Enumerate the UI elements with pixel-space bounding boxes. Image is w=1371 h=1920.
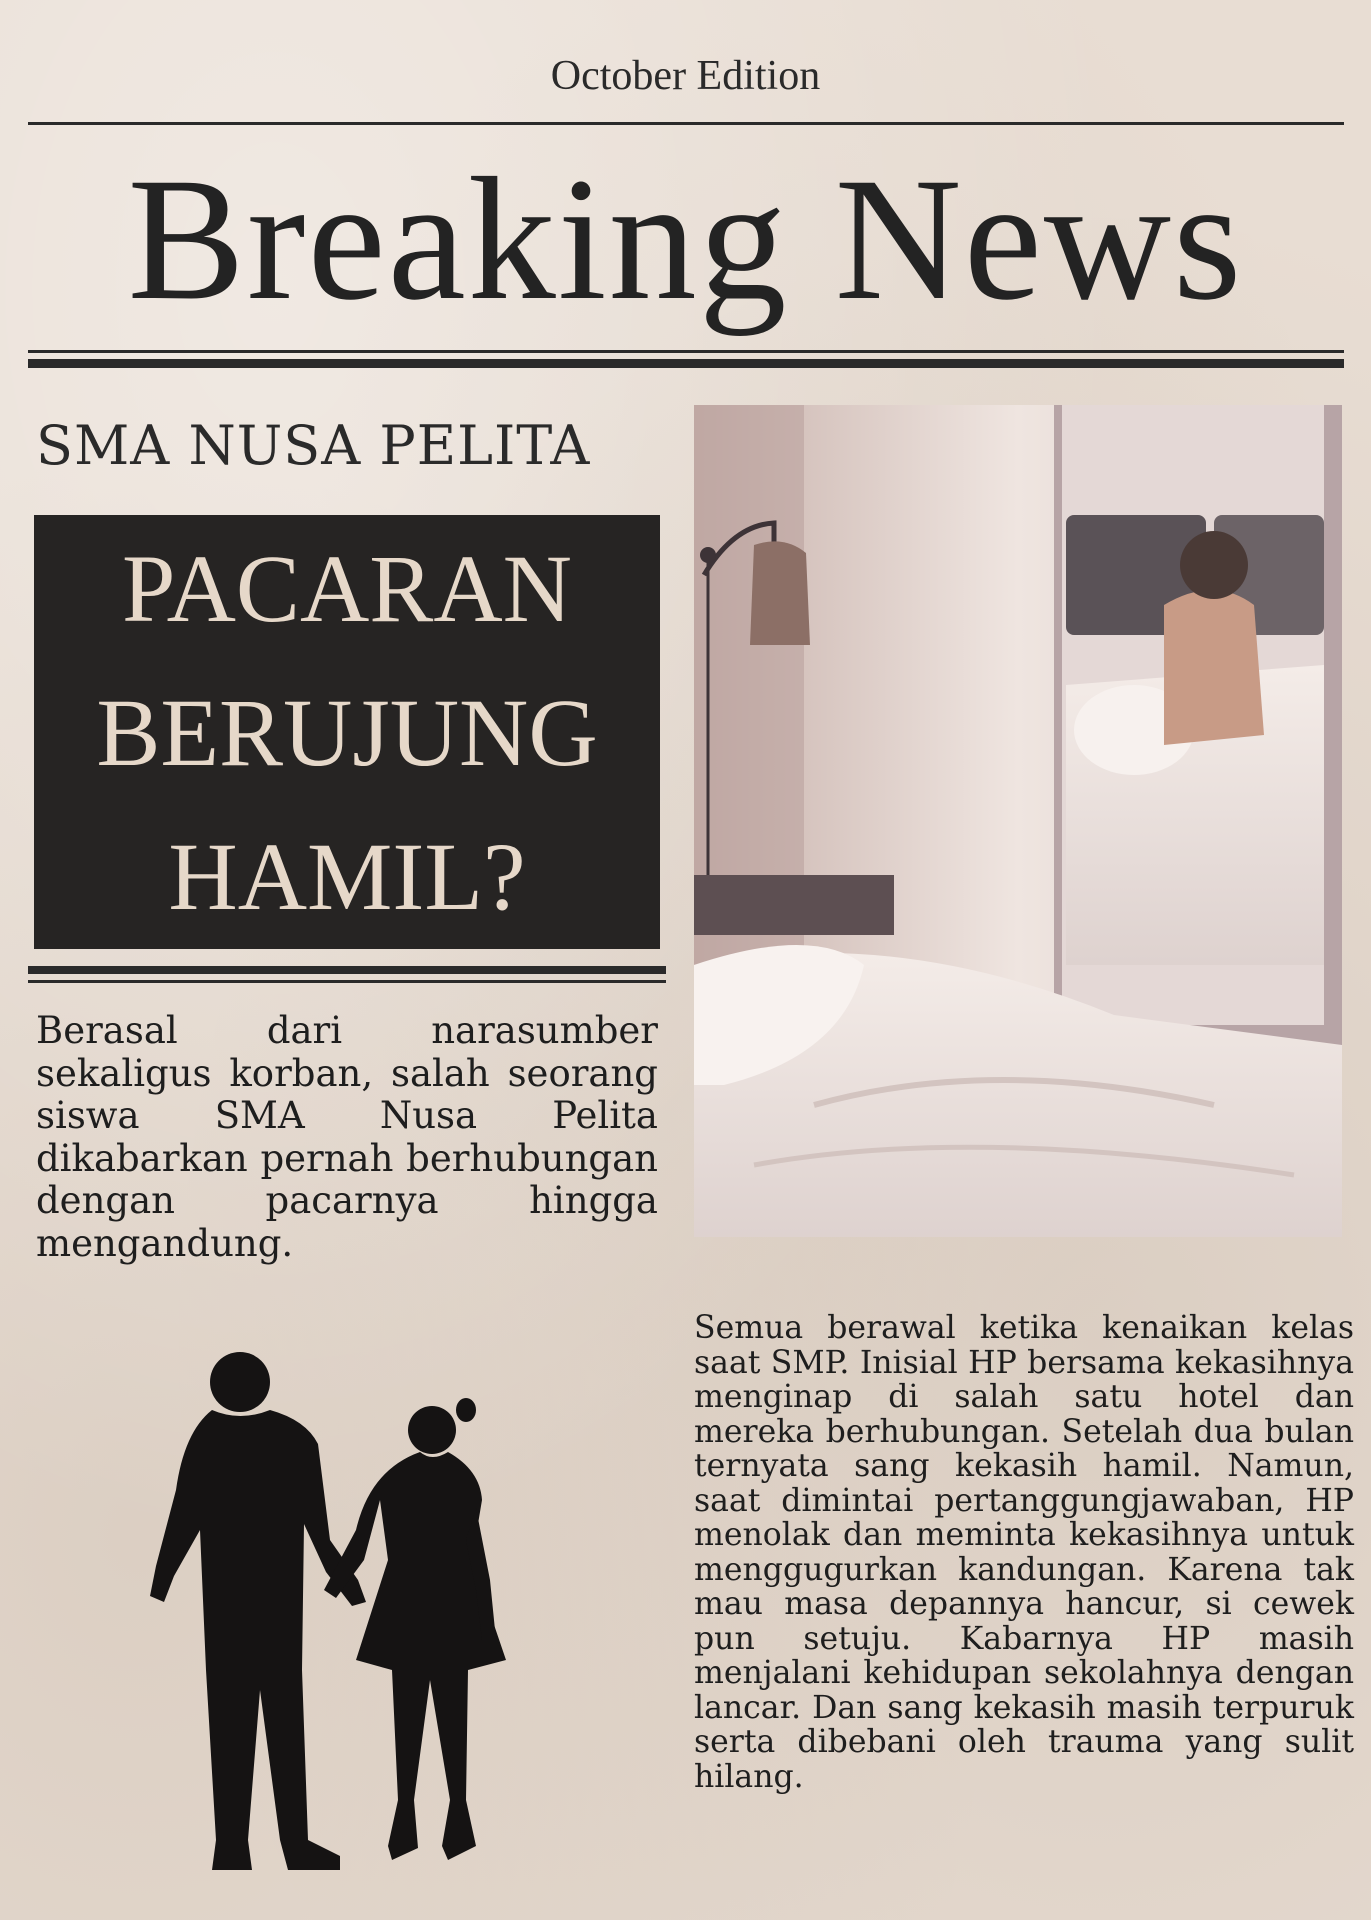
bedroom-photo bbox=[694, 405, 1342, 1237]
lead-paragraph: Berasal dari narasumber sekaligus korban, salah seorang siswa SMA Nusa Pelita dikabarkan pernah berhubungan dengan pacarnya hingga mengandung. bbox=[36, 1009, 658, 1265]
edition-label: October Edition bbox=[550, 53, 821, 99]
school-name: SMA NUSA PELITA bbox=[36, 414, 591, 477]
couple-silhouette-icon bbox=[130, 1340, 570, 1880]
top-rule bbox=[28, 122, 1344, 125]
headline-line-1: PACARAN bbox=[122, 535, 572, 642]
masthead-title: Breaking News bbox=[127, 142, 1244, 337]
bedroom-photo-illustration bbox=[694, 405, 1342, 1237]
headline-line-2: BERUJUNG bbox=[96, 679, 598, 786]
headline-rule-thick bbox=[28, 966, 666, 974]
headline-line-3: HAMIL? bbox=[168, 823, 526, 930]
headline-rule-thin bbox=[28, 980, 666, 983]
masthead-rule-thin bbox=[28, 350, 1344, 353]
headline-box bbox=[34, 515, 660, 949]
masthead-rule-thick bbox=[28, 359, 1344, 368]
body-paragraph: Semua berawal ketika kenaikan kelas saat SMP. Inisial HP bersama kekasihnya menginap di salah satu hotel dan mereka berhubungan. Setelah dua bulan ternyata sang kekasih hamil. Namun, saat dimintai pertanggungjawaban, HP menolak dan meminta kekasihnya untuk menggugurkan kandungan. Karena tak mau masa depannya hancur, si cewek pun setuju. Kabarnya HP masih menjalani kehidupan sekolahnya dengan lancar. Dan sang kekasih masih terpuruk serta dibebani oleh trauma yang sulit hilang. bbox=[694, 1310, 1354, 1795]
